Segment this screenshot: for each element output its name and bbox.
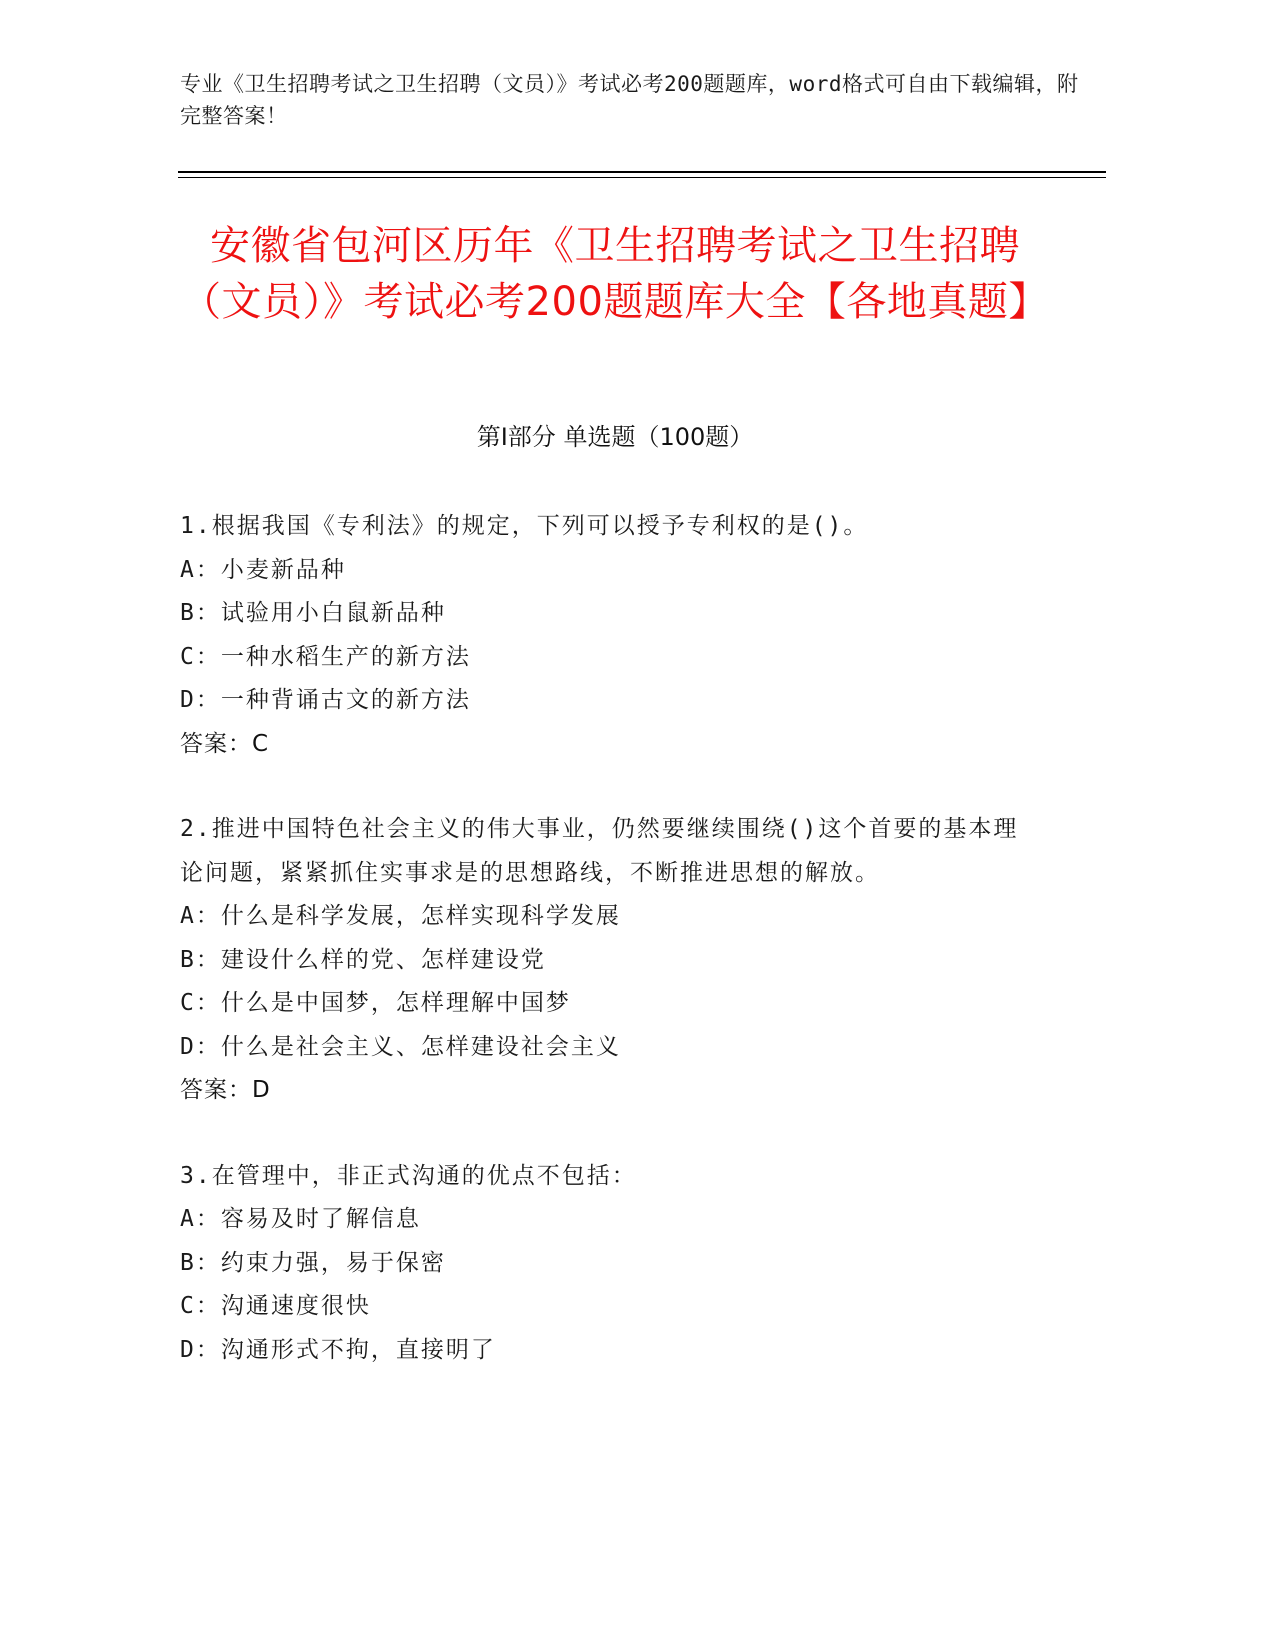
option-c: C：什么是中国梦，怎样理解中国梦 xyxy=(180,990,571,1016)
question-1 xyxy=(180,505,1030,766)
question-stem: 2.推进中国特色社会主义的伟大事业，仍然要继续围绕()这个首要的基本理论问题，紧紧抓住实事求是的思想路线，不断推进思想的解放。 xyxy=(180,816,1019,886)
option-c: C：一种水稻生产的新方法 xyxy=(180,643,471,670)
answer-label: 答案： xyxy=(180,1077,252,1103)
question-3 xyxy=(180,1155,1030,1373)
option-a: A：小麦新品种 xyxy=(180,556,346,583)
answer-label: 答案： xyxy=(180,730,252,757)
option-b: B：建设什么样的党、怎样建设党 xyxy=(180,946,546,973)
section-heading: 第I部分 单选题（100题） xyxy=(476,423,754,451)
question-stem: 3.在管理中，非正式沟通的优点不包括： xyxy=(180,1162,637,1189)
option-b: B：试验用小白鼠新品种 xyxy=(180,600,446,626)
option-a: A：容易及时了解信息 xyxy=(180,1206,421,1232)
header-rule-thick xyxy=(178,171,1106,173)
option-d: D：沟通形式不拘，直接明了 xyxy=(180,1336,496,1363)
answer-value: D xyxy=(252,1077,270,1103)
option-d: D：一种背诵古文的新方法 xyxy=(180,687,471,713)
question-stem: 1.根据我国《专利法》的规定，下列可以授予专利权的是()。 xyxy=(180,513,869,539)
header-rule-thin xyxy=(178,177,1106,178)
answer-line xyxy=(180,1069,1030,1113)
header-note: 专业《卫生招聘考试之卫生招聘（文员）》考试必考200题题库，word格式可自由下载编辑，附完整答案！ xyxy=(180,72,1079,128)
option-a: A：什么是科学发展，怎样实现科学发展 xyxy=(180,903,621,929)
question-2 xyxy=(180,808,1030,1113)
option-b: B：约束力强，易于保密 xyxy=(180,1249,446,1276)
question-list xyxy=(180,505,1030,1414)
option-d: D：什么是社会主义、怎样建设社会主义 xyxy=(180,1033,621,1060)
document-title: 安徽省包河区历年《卫生招聘考试之卫生招聘（文员）》考试必考200题题库大全【各地真题】 xyxy=(181,223,1049,325)
answer-line xyxy=(180,723,1030,767)
option-c: C：沟通速度很快 xyxy=(180,1293,371,1319)
answer-value: C xyxy=(252,730,269,757)
